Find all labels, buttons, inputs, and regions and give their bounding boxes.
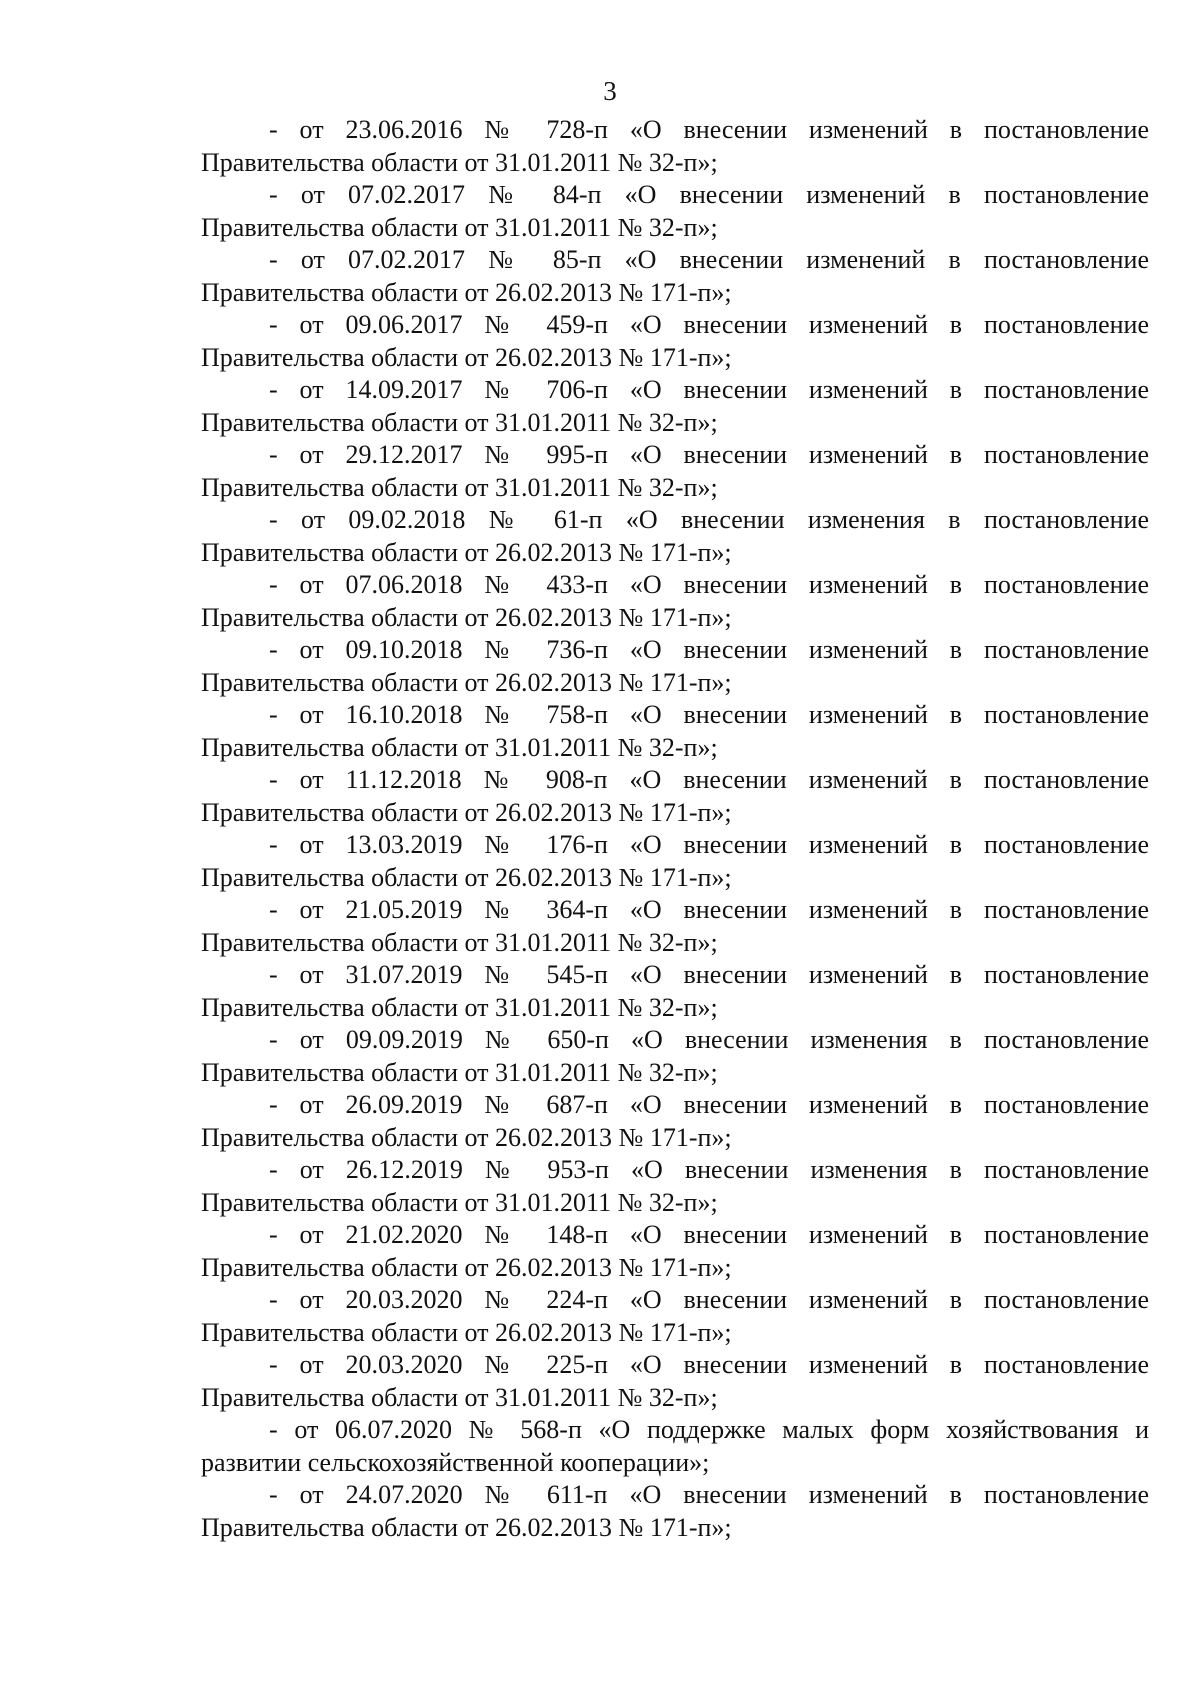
decree-list — [201, 114, 1149, 1544]
item-first-line: - от 09.06.2017 № 459-п «О внесении изменений в постановление — [269, 310, 1149, 339]
item-first-line: - от 07.02.2017 № 84-п «О внесении изменений в постановление — [269, 180, 1149, 209]
item-second-line: Правительства области от 26.02.2013 № 171-п»; — [201, 602, 732, 632]
item-second-line: Правительства области от 31.01.2011 № 32-п»; — [201, 407, 718, 437]
item-second-line: Правительства области от 26.02.2013 № 171-п»; — [201, 537, 732, 567]
item-first-line: - от 21.02.2020 № 148-п «О внесении изменений в постановление — [269, 1220, 1149, 1249]
item-first-line: - от 06.07.2020 № 568-п «О поддержке малых форм хозяйствования и — [269, 1415, 1149, 1444]
list-item — [201, 1284, 1149, 1349]
item-second-line: Правительства области от 26.02.2013 № 171-п»; — [201, 797, 732, 827]
item-first-line: - от 26.09.2019 № 687-п «О внесении изменений в постановление — [269, 1090, 1149, 1119]
item-first-line: - от 20.03.2020 № 224-п «О внесении изменений в постановление — [269, 1285, 1149, 1314]
list-item — [201, 179, 1149, 244]
list-item — [201, 309, 1149, 374]
item-second-line: Правительства области от 26.02.2013 № 171-п»; — [201, 1317, 732, 1347]
item-first-line: - от 31.07.2019 № 545-п «О внесении изменений в постановление — [269, 960, 1149, 989]
list-item — [201, 1479, 1149, 1544]
item-first-line: - от 23.06.2016 № 728-п «О внесении изменений в постановление — [269, 115, 1149, 144]
page-number: 3 — [603, 76, 617, 106]
list-item — [201, 1414, 1149, 1479]
list-item — [201, 764, 1149, 829]
list-item — [201, 114, 1149, 179]
item-first-line: - от 07.06.2018 № 433-п «О внесении изменений в постановление — [269, 570, 1149, 599]
list-item — [201, 1089, 1149, 1154]
item-first-line: - от 09.02.2018 № 61-п «О внесении изменения в постановление — [269, 505, 1149, 534]
item-first-line: - от 11.12.2018 № 908-п «О внесении изменений в постановление — [269, 765, 1149, 794]
item-second-line: Правительства области от 31.01.2011 № 32-п»; — [201, 472, 718, 502]
list-item — [201, 634, 1149, 699]
item-first-line: - от 14.09.2017 № 706-п «О внесении изменений в постановление — [269, 375, 1149, 404]
list-item — [201, 829, 1149, 894]
list-item — [201, 374, 1149, 439]
list-item — [201, 439, 1149, 504]
list-item — [201, 959, 1149, 1024]
item-first-line: - от 20.03.2020 № 225-п «О внесении изменений в постановление — [269, 1350, 1149, 1379]
item-second-line: Правительства области от 26.02.2013 № 171-п»; — [201, 342, 732, 372]
item-first-line: - от 29.12.2017 № 995-п «О внесении изменений в постановление — [269, 440, 1149, 469]
list-item — [201, 1154, 1149, 1219]
item-second-line: Правительства области от 31.01.2011 № 32-п»; — [201, 732, 718, 762]
item-first-line: - от 09.09.2019 № 650-п «О внесении изменения в постановление — [269, 1025, 1149, 1054]
list-item — [201, 699, 1149, 764]
list-item — [201, 1024, 1149, 1089]
item-second-line: Правительства области от 31.01.2011 № 32-п»; — [201, 992, 718, 1022]
list-item — [201, 504, 1149, 569]
item-first-line: - от 09.10.2018 № 736-п «О внесении изменений в постановление — [269, 635, 1149, 664]
item-second-line: Правительства области от 31.01.2011 № 32-п»; — [201, 147, 718, 177]
item-second-line: Правительства области от 26.02.2013 № 171-п»; — [201, 1252, 732, 1282]
item-second-line: Правительства области от 26.02.2013 № 171-п»; — [201, 1122, 732, 1152]
item-second-line: Правительства области от 31.01.2011 № 32-п»; — [201, 1057, 718, 1087]
list-item — [201, 569, 1149, 634]
list-item — [201, 244, 1149, 309]
item-second-line: Правительства области от 31.01.2011 № 32-п»; — [201, 1382, 718, 1412]
item-first-line: - от 21.05.2019 № 364-п «О внесении изменений в постановление — [269, 895, 1149, 924]
list-item — [201, 1219, 1149, 1284]
item-second-line: Правительства области от 26.02.2013 № 171-п»; — [201, 1512, 732, 1542]
item-second-line: Правительства области от 26.02.2013 № 171-п»; — [201, 277, 732, 307]
item-second-line: Правительства области от 26.02.2013 № 171-п»; — [201, 667, 732, 697]
list-item — [201, 1349, 1149, 1414]
item-first-line: - от 13.03.2019 № 176-п «О внесении изменений в постановление — [269, 830, 1149, 859]
item-second-line: Правительства области от 31.01.2011 № 32-п»; — [201, 212, 718, 242]
item-first-line: - от 16.10.2018 № 758-п «О внесении изменений в постановление — [269, 700, 1149, 729]
list-item — [201, 894, 1149, 959]
item-second-line: развитии сельскохозяйственной кооперации»; — [201, 1447, 710, 1477]
item-first-line: - от 24.07.2020 № 611-п «О внесении изменений в постановление — [269, 1480, 1149, 1509]
item-second-line: Правительства области от 31.01.2011 № 32-п»; — [201, 927, 718, 957]
item-second-line: Правительства области от 31.01.2011 № 32-п»; — [201, 1187, 718, 1217]
item-first-line: - от 26.12.2019 № 953-п «О внесении изменения в постановление — [269, 1155, 1149, 1184]
item-second-line: Правительства области от 26.02.2013 № 171-п»; — [201, 862, 732, 892]
item-first-line: - от 07.02.2017 № 85-п «О внесении изменений в постановление — [269, 245, 1149, 274]
